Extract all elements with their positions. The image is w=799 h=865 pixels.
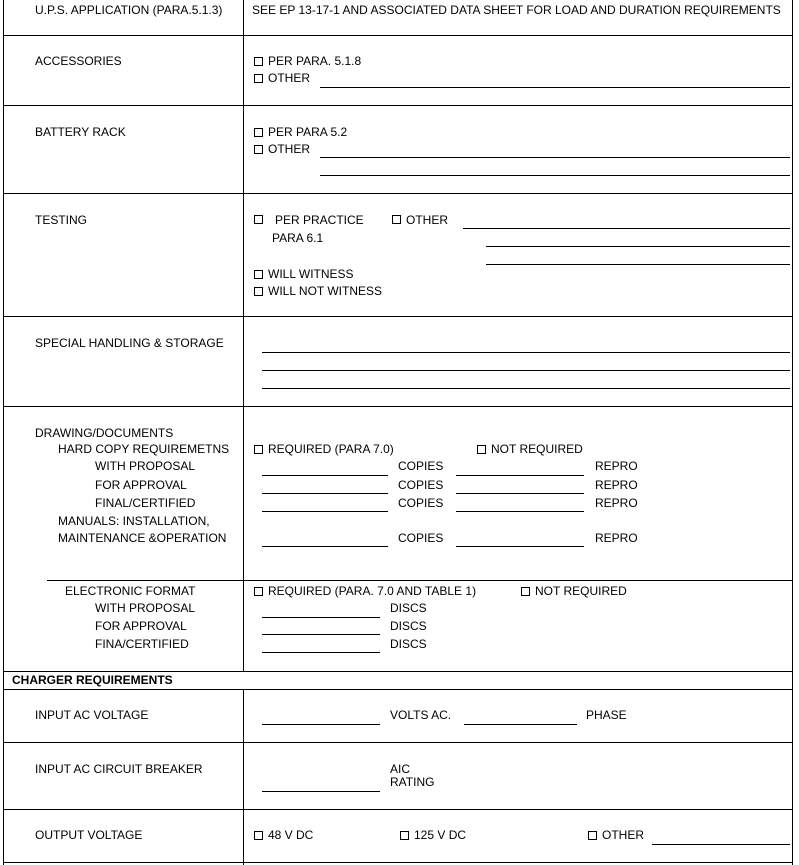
row-divider — [3, 35, 793, 36]
testing-will-witness-checkbox[interactable] — [254, 270, 263, 279]
electronic-required-checkbox[interactable] — [254, 587, 263, 596]
row-divider — [3, 193, 793, 194]
electronic-format-label: ELECTRONIC FORMAT — [65, 584, 196, 598]
hard-copy-required-checkbox[interactable] — [254, 445, 263, 454]
hard-copy-final-certified-label: FINAL/CERTIFIED — [95, 496, 196, 510]
hard-copy-for-approval-label: FOR APPROVAL — [95, 478, 187, 492]
manuals-label-line1: MANUALS: INSTALLATION, — [58, 514, 210, 528]
output-voltage-label: OUTPUT VOLTAGE — [35, 828, 143, 842]
output-other-field[interactable] — [652, 844, 790, 845]
phase-label: PHASE — [586, 708, 627, 722]
input-ac-breaker-label: INPUT AC CIRCUIT BREAKER — [35, 762, 203, 776]
with-proposal-repro-field[interactable] — [456, 475, 584, 476]
column-divider-top — [243, 0, 244, 671]
testing-other-field[interactable] — [463, 228, 790, 229]
manuals-repro-field[interactable] — [456, 546, 584, 547]
battery-rack-other-label: OTHER — [268, 142, 310, 156]
output-125v-checkbox[interactable] — [400, 831, 409, 840]
aic-label: AIC — [390, 762, 411, 776]
output-48v-checkbox[interactable] — [254, 831, 263, 840]
testing-per-practice-label: PER PRACTICE — [275, 213, 364, 227]
hard-copy-with-proposal-label: WITH PROPOSAL — [95, 459, 196, 473]
charger-requirements-header: CHARGER REQUIREMENTS — [12, 673, 173, 687]
drawings-label: DRAWING/DOCUMENTS — [35, 426, 174, 440]
battery-rack-label: BATTERY RACK — [35, 125, 126, 139]
electronic-with-proposal-discs: DISCS — [390, 601, 427, 615]
electronic-not-required-label: NOT REQUIRED — [535, 584, 627, 598]
manuals-copies-label: COPIES — [398, 531, 444, 545]
aic-rating-field[interactable] — [262, 791, 380, 792]
electronic-with-proposal-label: WITH PROPOSAL — [95, 601, 196, 615]
testing-will-witness-label: WILL WITNESS — [268, 267, 354, 281]
row-divider — [3, 809, 793, 810]
hard-copy-required-label: REQUIRED (PARA 7.0) — [268, 442, 394, 456]
special-handling-label: SPECIAL HANDLING & STORAGE — [35, 336, 224, 350]
hard-copy-label: HARD COPY REQUIREMETNS — [58, 442, 230, 456]
hard-copy-not-required-checkbox[interactable] — [477, 445, 486, 454]
final-certified-copies-field[interactable] — [262, 511, 388, 512]
ups-application-value: SEE EP 13-17-1 AND ASSOCIATED DATA SHEET FOR LOAD AND DURATION REQUIREMENTS — [252, 3, 781, 17]
testing-other-label: OTHER — [406, 213, 448, 227]
output-other-label: OTHER — [602, 828, 644, 842]
output-other-checkbox[interactable] — [588, 831, 597, 840]
rating-label: RATING — [390, 775, 435, 789]
special-handling-field-3[interactable] — [262, 388, 790, 389]
electronic-required-label: REQUIRED (PARA. 7.0 AND TABLE 1) — [268, 584, 477, 598]
column-divider-bottom — [243, 689, 244, 865]
testing-per-practice-checkbox[interactable] — [254, 215, 263, 224]
right-border — [792, 0, 793, 865]
accessories-other-label: OTHER — [268, 71, 310, 85]
row-divider — [3, 316, 793, 317]
manuals-repro-label: REPRO — [595, 531, 638, 545]
battery-rack-other-field[interactable] — [320, 157, 790, 158]
output-125v-label: 125 V DC — [414, 828, 467, 842]
final-certified-copies-label: COPIES — [398, 496, 444, 510]
phase-field[interactable] — [464, 724, 577, 725]
testing-other-checkbox[interactable] — [392, 215, 401, 224]
with-proposal-repro-label: REPRO — [595, 459, 638, 473]
input-ac-voltage-label: INPUT AC VOLTAGE — [35, 708, 149, 722]
battery-rack-other-field-2[interactable] — [320, 175, 790, 176]
special-handling-field-2[interactable] — [262, 370, 790, 371]
for-approval-repro-label: REPRO — [595, 478, 638, 492]
input-ac-voltage-field[interactable] — [262, 724, 380, 725]
special-handling-field[interactable] — [262, 352, 790, 353]
testing-will-not-witness-checkbox[interactable] — [254, 287, 263, 296]
for-approval-copies-field[interactable] — [262, 493, 388, 494]
bottom-border — [3, 862, 793, 863]
accessories-per-para-checkbox[interactable] — [254, 57, 263, 66]
battery-rack-per-para-label: PER PARA 5.2 — [268, 125, 348, 139]
electronic-final-certified-label: FINA/CERTIFIED — [95, 637, 189, 651]
electronic-final-certified-discs: DISCS — [390, 637, 427, 651]
ups-application-label: U.P.S. APPLICATION (PARA.5.1.3) — [35, 3, 223, 17]
electronic-for-approval-label: FOR APPROVAL — [95, 619, 187, 633]
electronic-not-required-checkbox[interactable] — [521, 587, 530, 596]
manuals-label-line2: MAINTENANCE &OPERATION — [58, 531, 227, 545]
for-approval-copies-label: COPIES — [398, 478, 444, 492]
volts-ac-label: VOLTS AC. — [390, 708, 452, 722]
accessories-other-checkbox[interactable] — [254, 74, 263, 83]
accessories-per-para-label: PER PARA. 5.1.8 — [268, 54, 362, 68]
battery-rack-other-checkbox[interactable] — [254, 145, 263, 154]
hard-copy-not-required-label: NOT REQUIRED — [491, 442, 583, 456]
with-proposal-copies-label: COPIES — [398, 459, 444, 473]
testing-label: TESTING — [35, 213, 88, 227]
testing-other-field-3[interactable] — [486, 264, 790, 265]
row-divider — [3, 742, 793, 743]
manuals-copies-field[interactable] — [262, 546, 388, 547]
row-divider — [3, 105, 793, 106]
for-approval-repro-field[interactable] — [456, 493, 584, 494]
final-certified-repro-field[interactable] — [456, 511, 584, 512]
testing-other-field-2[interactable] — [486, 246, 790, 247]
electronic-for-approval-discs: DISCS — [390, 619, 427, 633]
testing-will-not-witness-label: WILL NOT WITNESS — [268, 284, 383, 298]
with-proposal-copies-field[interactable] — [262, 475, 388, 476]
row-divider — [3, 689, 793, 690]
testing-per-practice-para: PARA 6.1 — [272, 231, 324, 245]
electronic-for-approval-field[interactable] — [262, 634, 380, 635]
output-48v-label: 48 V DC — [268, 828, 314, 842]
electronic-divider — [47, 580, 793, 581]
battery-rack-per-para-checkbox[interactable] — [254, 128, 263, 137]
row-divider — [3, 671, 793, 672]
row-divider — [3, 406, 793, 407]
accessories-label: ACCESSORIES — [35, 54, 122, 68]
accessories-other-field[interactable] — [320, 87, 790, 88]
final-certified-repro-label: REPRO — [595, 496, 638, 510]
electronic-final-certified-field[interactable] — [262, 652, 380, 653]
left-border — [3, 0, 4, 865]
electronic-with-proposal-field[interactable] — [262, 617, 380, 618]
